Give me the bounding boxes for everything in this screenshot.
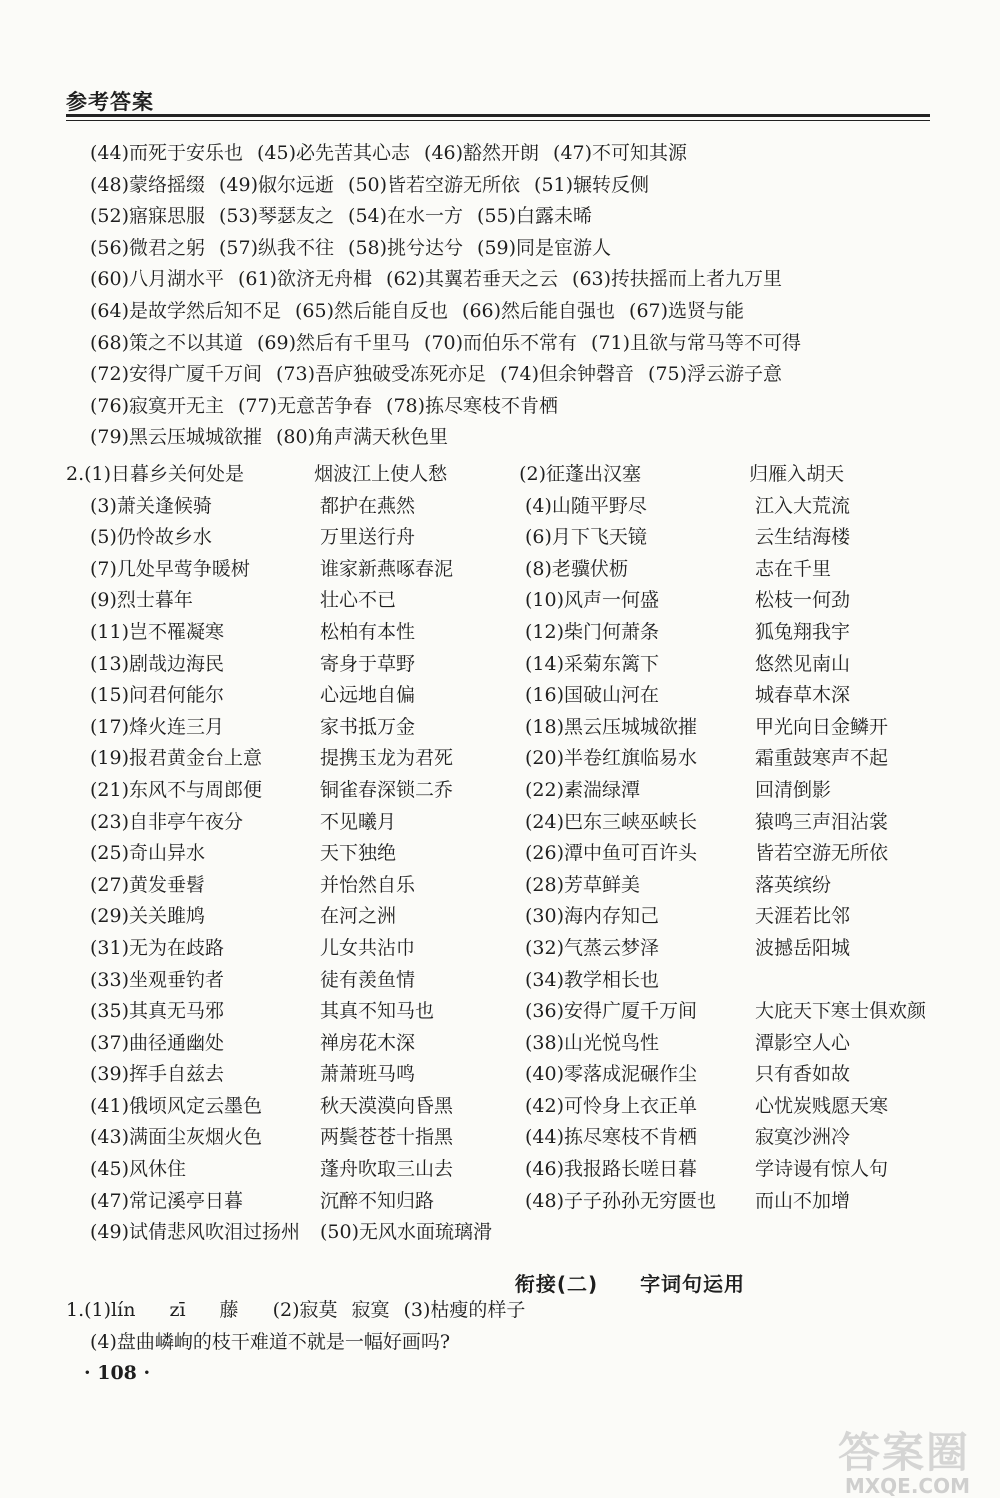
answer-item: 松枝一何劲 <box>755 589 851 612</box>
answer-item: (52)寤寐思服 <box>90 205 206 228</box>
answer-line <box>66 807 936 839</box>
answer-line <box>66 170 936 202</box>
answer-item: (17)烽火连三月 <box>90 715 225 738</box>
answer-item: 天涯若比邻 <box>755 905 851 928</box>
answer-item: 落英缤纷 <box>755 873 832 896</box>
header-rule-thin <box>66 120 930 121</box>
answer-item: 悠然见南山 <box>755 652 851 675</box>
answer-item: (35)其真无马邪 <box>90 1000 225 1023</box>
answer-item: (26)潭中鱼可百许头 <box>525 842 698 865</box>
answer-item: 天下独绝 <box>320 842 397 865</box>
answer-line <box>66 1059 936 1091</box>
answer-item: (23)自非亭午夜分 <box>90 810 244 833</box>
answer-line <box>66 743 936 775</box>
answer-line <box>66 617 936 649</box>
answer-line <box>66 712 936 744</box>
answer-item: (11)岂不罹凝寒 <box>90 620 225 643</box>
answer-item: (33)坐观垂钓者 <box>90 968 225 991</box>
answer-item: (80)角声满天秋色里 <box>276 426 449 449</box>
answer-item: (6)月下飞天镜 <box>525 526 647 549</box>
answer-item: (68)策之不以其道 <box>90 331 244 354</box>
answer-item: (67)选贤与能 <box>629 299 745 322</box>
answer-item: (39)挥手自兹去 <box>90 1063 225 1086</box>
answer-item: (61)欲济无舟楫 <box>238 268 373 291</box>
answer-item: (50)皆若空游无所依 <box>348 173 521 196</box>
answer-item: (37)曲径通幽处 <box>90 1031 225 1054</box>
answer-item: (51)辗转反侧 <box>534 173 650 196</box>
answer-line <box>66 201 936 233</box>
answer-item: (62)其翼若垂天之云 <box>386 268 559 291</box>
answer-item: (44)拣尽寒枝不肯栖 <box>525 1126 698 1149</box>
answer-line <box>66 1091 936 1123</box>
answer-item: 藤 <box>219 1299 239 1321</box>
answer-item: 江入大荒流 <box>755 494 851 517</box>
answer-line <box>66 264 936 296</box>
answer-item: (60)八月湖水平 <box>90 268 225 291</box>
answer-item: 心忧炭贱愿天寒 <box>755 1094 889 1117</box>
section-title-sub: 字词句运用 <box>640 1272 746 1296</box>
answer-item: (77)无意苦争春 <box>238 394 373 417</box>
answer-item: 不见曦月 <box>320 810 397 833</box>
answer-item: 回清倒影 <box>755 778 832 801</box>
section-title-main: 衔接(二) <box>514 1272 599 1296</box>
answer-item: (31)无为在歧路 <box>90 936 225 959</box>
answer-item: (48)蒙络摇缀 <box>90 173 206 196</box>
answer-item: 两鬓苍苍十指黑 <box>320 1126 454 1149</box>
answer-item: 只有香如故 <box>755 1063 851 1086</box>
answer-item: zī <box>169 1299 186 1321</box>
answer-item: (46)我报路长嗟日暮 <box>525 1158 698 1181</box>
answer-item: (56)微君之躬 <box>90 236 206 259</box>
watermark-logo: 答案圈 <box>837 1428 970 1477</box>
answer-item: (49)俶尔远逝 <box>219 173 335 196</box>
answer-item: 寄身于草野 <box>320 652 416 675</box>
answer-line <box>66 1327 936 1359</box>
question-number: 2. <box>66 463 85 485</box>
answer-item: (64)是故学然后知不足 <box>90 299 282 322</box>
answer-item: (45)风休住 <box>90 1158 187 1181</box>
answer-line <box>66 1186 936 1218</box>
answer-item: 其真不知马也 <box>320 1000 435 1023</box>
answer-item: 城春草木深 <box>755 684 851 707</box>
answer-line <box>66 933 936 965</box>
answer-item: 狐兔翔我宇 <box>755 620 851 643</box>
answer-item: (38)山光悦鸟性 <box>525 1031 660 1054</box>
answer-line <box>66 296 936 328</box>
answer-item: (72)安得广厦千万间 <box>90 363 263 386</box>
answer-item: (21)东风不与周郎便 <box>90 778 263 801</box>
answers-part-2 <box>66 459 936 1249</box>
answer-item: (24)巴东三峡巫峡长 <box>525 810 698 833</box>
answer-line <box>66 838 936 870</box>
answer-item: (34)教学相长也 <box>525 968 660 991</box>
answer-line <box>66 1154 936 1186</box>
answer-item: (15)问君何能尔 <box>90 684 225 707</box>
answer-item: 在河之洲 <box>320 905 397 928</box>
answer-item: (20)半卷红旗临易水 <box>525 747 698 770</box>
answer-item: (19)报君黄金台上意 <box>90 747 263 770</box>
answer-line <box>66 901 936 933</box>
answer-item: 霜重鼓寒声不起 <box>755 747 889 770</box>
page-number: · 108 · <box>84 1362 151 1384</box>
answer-item: (1)日暮乡关何处是 <box>84 463 245 485</box>
answer-line <box>66 1122 936 1154</box>
answer-line <box>66 522 936 554</box>
answer-item: (36)安得广厦千万间 <box>525 1000 698 1023</box>
answer-item: (76)寂寞开无主 <box>90 394 225 417</box>
answer-item: 大庇天下寒士俱欢颜 <box>755 1000 927 1023</box>
answer-item: (74)但余钟磬音 <box>500 363 635 386</box>
answer-item: 学诗谩有惊人句 <box>755 1158 889 1181</box>
answer-item: 提携玉龙为君死 <box>320 747 454 770</box>
answer-item: (3)枯瘦的样子 <box>403 1299 526 1321</box>
answer-item: 心远地自偏 <box>320 684 416 707</box>
answer-line <box>66 649 936 681</box>
answer-item: (42)可怜身上衣正单 <box>525 1094 698 1117</box>
answer-line <box>66 328 936 360</box>
answer-item: (14)采菊东篱下 <box>525 652 660 675</box>
answer-line <box>66 996 936 1028</box>
answer-item: (4)山随平野尽 <box>525 494 647 517</box>
answer-item: 而山不加增 <box>755 1189 851 1212</box>
answer-item: (13)剧哉边海民 <box>90 652 225 675</box>
answer-line <box>66 1028 936 1060</box>
answer-item: (28)芳草鲜美 <box>525 873 641 896</box>
answer-item: 志在千里 <box>755 557 832 580</box>
watermark <box>838 1420 970 1498</box>
answer-line <box>66 459 936 491</box>
answer-item: (71)且欲与常马等不可得 <box>591 331 802 354</box>
answer-item: (45)必先苦其心志 <box>257 142 411 164</box>
answer-item: (22)素湍绿潭 <box>525 778 641 801</box>
answer-item: 禅房花木深 <box>320 1031 416 1054</box>
answer-item: 波撼岳阳城 <box>755 936 851 959</box>
answer-item: 寂寞沙洲冷 <box>755 1126 851 1149</box>
answer-item: 秋天漠漠向昏黑 <box>320 1094 454 1117</box>
question-number: 1. <box>66 1299 85 1321</box>
answer-line <box>66 1217 936 1249</box>
answer-item: (63)抟扶摇而上者九万里 <box>572 268 783 291</box>
answer-line <box>66 391 936 423</box>
answer-line <box>66 870 936 902</box>
answer-item: (59)同是宦游人 <box>477 236 612 259</box>
answer-item: 萧萧班马鸣 <box>320 1063 416 1086</box>
answer-item: (57)纵我不往 <box>219 236 335 259</box>
answer-item: (1)lín <box>84 1299 136 1321</box>
answer-item: 谁家新燕啄春泥 <box>320 557 454 580</box>
answer-item: 徒有羡鱼情 <box>320 968 416 991</box>
answer-item: 壮心不已 <box>320 589 397 612</box>
answer-item: (10)风声一何盛 <box>525 589 660 612</box>
answer-item: 归雁入胡天 <box>749 463 845 485</box>
answer-item: (75)浮云游子意 <box>648 363 783 386</box>
answer-item: (47)不可知其源 <box>553 142 688 164</box>
answer-item: (8)老骥伏枥 <box>525 557 628 580</box>
answer-item: (4)盘曲嶙峋的枝干难道不就是一幅好画吗? <box>90 1330 451 1353</box>
answer-item: 蓬舟吹取三山去 <box>320 1158 454 1181</box>
answer-item: 并怡然自乐 <box>320 873 416 896</box>
answer-item: (79)黑云压城城欲摧 <box>90 426 263 449</box>
answer-item: (25)奇山异水 <box>90 842 206 865</box>
answer-line <box>66 138 936 170</box>
answer-line <box>66 491 936 523</box>
answer-line <box>66 233 936 265</box>
answer-line <box>66 359 936 391</box>
answer-item: (58)挑兮达兮 <box>348 236 464 259</box>
answer-item: (70)而伯乐不常有 <box>424 331 578 354</box>
answer-item: (49)试倩悲风吹泪过扬州 <box>90 1221 301 1244</box>
answer-item: (78)拣尽寒枝不肯栖 <box>386 394 559 417</box>
answer-item: 猿鸣三声泪沾裳 <box>755 810 889 833</box>
answer-item: 家书抵万金 <box>320 715 416 738</box>
answer-item: (27)黄发垂髫 <box>90 873 206 896</box>
answer-item: (16)国破山河在 <box>525 684 660 707</box>
answer-item: (46)豁然开朗 <box>424 142 540 164</box>
answer-item: (3)萧关逢候骑 <box>90 494 212 517</box>
answer-line <box>66 1295 936 1327</box>
header-rule-thick <box>66 114 930 117</box>
answers-part-1 <box>66 138 936 454</box>
answer-line <box>66 422 936 454</box>
answer-item: (29)关关雎鸠 <box>90 905 206 928</box>
section-title <box>0 1268 1000 1297</box>
answer-item: (69)然后有千里马 <box>257 331 411 354</box>
answer-item: 云生结海楼 <box>755 526 851 549</box>
page-header-title: 参考答案 <box>66 90 154 114</box>
answer-item: 寂寞 <box>351 1299 390 1321</box>
answer-item: (53)琴瑟友之 <box>219 205 335 228</box>
answer-item: 铜雀春深锁二乔 <box>320 778 454 801</box>
answer-item: (47)常记溪亭日暮 <box>90 1189 244 1212</box>
answer-item: (30)海内存知己 <box>525 905 660 928</box>
answer-line <box>66 680 936 712</box>
answer-item: (40)零落成泥碾作尘 <box>525 1063 698 1086</box>
answer-item: (66)然后能自强也 <box>462 299 616 322</box>
answer-item: (54)在水一方 <box>348 205 464 228</box>
answer-item: (7)几处早莺争暖树 <box>90 557 250 580</box>
answer-item: 沉醉不知归路 <box>320 1189 435 1212</box>
answer-item: 万里送行舟 <box>320 526 416 549</box>
answer-item: 烟波江上使人愁 <box>314 463 448 485</box>
answer-item: (73)吾庐独破受冻死亦足 <box>276 363 487 386</box>
answer-item: (32)气蒸云梦泽 <box>525 936 660 959</box>
answers-part-3 <box>66 1295 936 1358</box>
answer-item: 皆若空游无所依 <box>755 842 889 865</box>
answer-line <box>66 965 936 997</box>
answer-item: (12)柴门何萧条 <box>525 620 660 643</box>
answer-item: (48)子子孙孙无穷匮也 <box>525 1189 717 1212</box>
watermark-site: MXQE.COM <box>844 1474 970 1498</box>
answer-line <box>66 554 936 586</box>
answer-item: 儿女共沾巾 <box>320 936 416 959</box>
answer-line <box>66 585 936 617</box>
answer-item: (65)然后能自反也 <box>295 299 449 322</box>
answer-item: (43)满面尘灰烟火色 <box>90 1126 263 1149</box>
answer-item: (5)仍怜故乡水 <box>90 526 212 549</box>
answer-item: (2)征蓬出汉塞 <box>519 463 642 485</box>
answer-item: (41)俄顷风定云墨色 <box>90 1094 263 1117</box>
answer-line <box>66 775 936 807</box>
answer-item: (9)烈士暮年 <box>90 589 193 612</box>
answer-item: (55)白露未晞 <box>477 205 593 228</box>
answer-item: 甲光向日金鳞开 <box>755 715 889 738</box>
answer-item: (44)而死于安乐也 <box>90 142 244 164</box>
answer-item: 潭影空人心 <box>755 1031 851 1054</box>
answer-item: (2)寂莫 <box>272 1299 338 1321</box>
answer-item: (50)无风水面琉璃滑 <box>320 1221 493 1244</box>
answer-item: 都护在燕然 <box>320 494 416 517</box>
answer-item: 松柏有本性 <box>320 620 416 643</box>
answer-item: (18)黑云压城城欲摧 <box>525 715 698 738</box>
